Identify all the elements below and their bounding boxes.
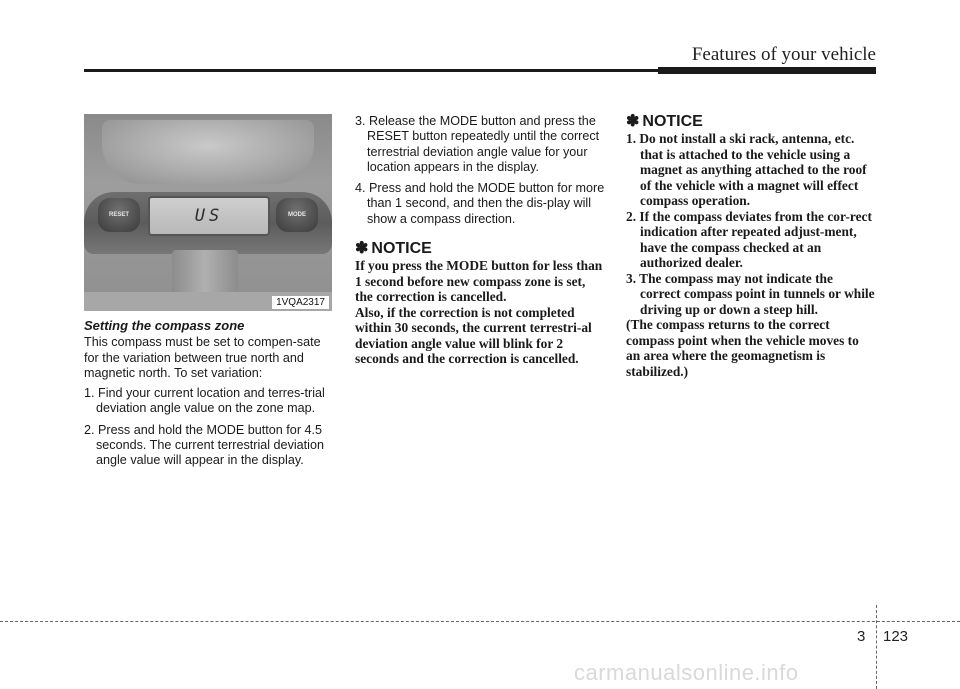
chapter-number: 3: [857, 628, 866, 645]
image-code: 1VQA2317: [272, 296, 329, 309]
header-rule: [84, 69, 876, 72]
section-title: Features of your vehicle: [691, 44, 876, 65]
page-divider: [876, 605, 877, 689]
step-item: 4. Press and hold the MODE button for more than 1 second, and then the dis-play will show a compass direction.: [355, 181, 605, 226]
column-1: [84, 318, 334, 475]
notice-star-icon: ✽: [626, 113, 640, 130]
notice-heading: [626, 114, 876, 129]
compass-photo: [84, 114, 332, 311]
notice-item: 2. If the compass deviates from the cor-rect indication after repeated adjust-ment, have the compass checked at an authorized dealer.: [626, 208, 872, 271]
notice-list: [626, 131, 876, 317]
footer-rule: [0, 621, 960, 622]
notice-paragraph: If you press the MODE button for less than 1 second before new compass zone is set, the correction is cancelled.: [355, 258, 603, 305]
notice-item: 1. Do not install a ski rack, antenna, etc. that is attached to the vehicle using a magnet as anything attached to the roof of the vehicle with a magnet will effect compass operation.: [626, 131, 867, 209]
steps-list: [355, 114, 605, 227]
step-item: 1. Find your current location and terres-trial deviation angle value on the zone map.: [84, 386, 325, 416]
intro-paragraph: This compass must be set to compen-sate for the variation between true north and magnetic north. To set variation:: [84, 335, 321, 380]
notice-heading: [355, 241, 605, 256]
step-item: 3. Release the MODE button and press the RESET button repeatedly until the correct terrestrial deviation angle value for your location appears in the display.: [355, 114, 600, 174]
watermark: carmanualsonline.info: [574, 660, 799, 685]
column-2: [355, 114, 605, 367]
subsection-heading: Setting the compass zone: [84, 318, 245, 333]
notice-item: 3. The compass may not indicate the correct compass point in tunnels or while driving up or down a steep hill.: [626, 270, 875, 317]
step-item: 2. Press and hold the MODE button for 4.5 seconds. The current terrestrial deviation angle value will appear in the display.: [84, 422, 324, 468]
notice-title: NOTICE: [642, 113, 703, 130]
mode-button-illustration: MODE: [276, 198, 318, 232]
compass-display: US: [148, 196, 270, 236]
steps-list: [84, 386, 334, 468]
reset-button-illustration: RESET: [98, 198, 140, 232]
notice-star-icon: ✽: [355, 240, 369, 258]
notice-title: NOTICE: [371, 240, 432, 258]
page-number: 123: [883, 628, 909, 645]
column-3: [626, 114, 876, 379]
map-lamp: [102, 120, 314, 184]
notice-closing: (The compass returns to the correct compass point when the vehicle moves to an area where the geomagnetism is stabilized.): [626, 317, 859, 379]
notice-paragraph: Also, if the correction is not completed within 30 seconds, the current terrestri-al deviation angle value will blink for 2 seconds and the correction is cancelled.: [355, 304, 592, 367]
